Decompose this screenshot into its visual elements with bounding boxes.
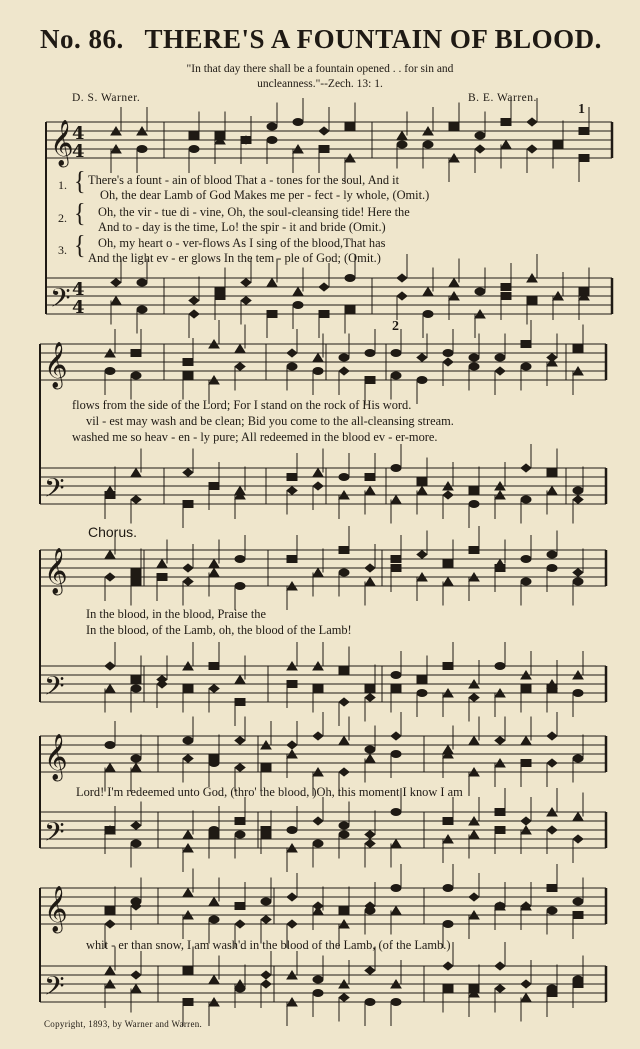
- shape-note-mi: [365, 967, 375, 975]
- shape-note-mi: [495, 985, 505, 993]
- shape-note-mi: [391, 732, 401, 740]
- shape-note-fa: [397, 132, 407, 140]
- shape-note-sol: [339, 822, 349, 829]
- shape-note-sol: [423, 311, 433, 318]
- shape-note-mi: [287, 349, 297, 357]
- shape-note-sol: [443, 921, 453, 928]
- shape-note-sol: [287, 363, 297, 370]
- bass-clef: 𝄢: [44, 970, 65, 1008]
- shape-note-sol: [423, 141, 433, 148]
- shape-note-la: [183, 372, 193, 379]
- shape-note-la: [105, 492, 115, 499]
- shape-note-la: [313, 685, 323, 692]
- shape-note-la: [521, 685, 531, 692]
- shape-note-sol: [267, 137, 277, 144]
- shape-note-sol: [521, 363, 531, 370]
- shape-note-la: [235, 903, 245, 910]
- shape-note-fa: [235, 676, 245, 684]
- shape-note-la: [417, 676, 427, 683]
- shape-note-sol: [365, 350, 375, 357]
- shape-note-mi: [313, 902, 323, 910]
- shape-note-fa: [131, 469, 141, 477]
- shape-note-la: [547, 469, 557, 476]
- shape-note-mi: [131, 496, 141, 504]
- shape-note-la: [469, 487, 479, 494]
- verse-number-3: 3.: [58, 243, 67, 257]
- shape-note-la: [105, 827, 115, 834]
- shape-note-sol: [573, 690, 583, 697]
- shape-note-mi: [443, 962, 453, 970]
- shape-note-sol: [235, 583, 245, 590]
- shape-note-la: [391, 565, 401, 572]
- shape-note-la: [449, 123, 459, 130]
- verse-number-2: 2.: [58, 211, 67, 225]
- shape-note-la: [267, 311, 277, 318]
- shape-note-mi: [261, 980, 271, 988]
- shape-note-fa: [313, 569, 323, 577]
- shape-note-sol: [391, 372, 401, 379]
- shape-note-mi: [319, 127, 329, 135]
- shape-note-mi: [189, 297, 199, 305]
- shape-note-sol: [137, 146, 147, 153]
- shape-note-fa: [105, 551, 115, 559]
- copyright-notice: Copyright, 1893, by Warner and Warren.: [44, 1019, 203, 1029]
- shape-note-la: [391, 685, 401, 692]
- chorus-lyric-2: Lord! I'm redeemed unto God, (thro' the blood, )Oh, this moment I know I am: [76, 785, 463, 799]
- shape-note-mi: [183, 578, 193, 586]
- shape-note-fa: [183, 831, 193, 839]
- shape-note-la: [345, 306, 355, 313]
- shape-note-fa: [547, 487, 557, 495]
- shape-note-mi: [319, 283, 329, 291]
- shape-note-fa: [365, 487, 375, 495]
- shape-note-sol: [131, 755, 141, 762]
- shape-note-sol: [417, 690, 427, 697]
- shape-note-sol: [313, 840, 323, 847]
- shape-note-mi: [521, 464, 531, 472]
- shape-note-sol: [469, 354, 479, 361]
- shape-note-fa: [391, 840, 401, 848]
- shape-note-sol: [391, 672, 401, 679]
- shape-note-fa: [235, 345, 245, 353]
- shape-note-sol: [313, 976, 323, 983]
- shape-note-sol: [469, 363, 479, 370]
- shape-note-mi: [241, 297, 251, 305]
- lyric-v1-line2: flows from the side of the Lord; For I stand on the rock of His word.: [72, 398, 412, 412]
- shape-note-fa: [469, 831, 479, 839]
- shape-note-fa: [423, 288, 433, 296]
- time-signature: 4: [72, 141, 85, 162]
- shape-note-mi: [313, 482, 323, 490]
- lyric-v2-line1b: And to - day is the time, Lo! the spir - it and bride (Omit.): [98, 220, 386, 234]
- shape-note-mi: [417, 551, 427, 559]
- shape-note-sol: [397, 141, 407, 148]
- shape-note-la: [105, 907, 115, 914]
- time-signature: 4: [72, 279, 85, 300]
- shape-note-la: [501, 284, 511, 291]
- shape-note-mi: [313, 732, 323, 740]
- shape-note-la: [131, 569, 141, 576]
- section-marker-1: 1: [578, 102, 585, 117]
- shape-note-mi: [209, 685, 219, 693]
- shape-note-fa: [521, 737, 531, 745]
- shape-note-mi: [417, 354, 427, 362]
- shape-note-mi: [339, 768, 349, 776]
- shape-note-mi: [443, 358, 453, 366]
- shape-note-la: [209, 483, 219, 490]
- shape-note-fa: [313, 469, 323, 477]
- shape-note-mi: [287, 487, 297, 495]
- shape-note-mi: [469, 893, 479, 901]
- shape-note-sol: [391, 809, 401, 816]
- lyric-v3-line2: washed me so heav - en - ly pure; All redeemed in the blood ev - er-more.: [72, 430, 438, 444]
- shape-note-fa: [105, 967, 115, 975]
- shape-note-sol: [131, 840, 141, 847]
- shape-note-mi: [105, 920, 115, 928]
- shape-note-fa: [365, 578, 375, 586]
- shape-note-la: [365, 685, 375, 692]
- shape-note-la: [287, 556, 297, 563]
- shape-note-mi: [131, 971, 141, 979]
- chorus-label: Chorus.: [88, 524, 138, 540]
- shape-note-sol: [339, 831, 349, 838]
- shape-note-fa: [313, 354, 323, 362]
- verse-number-1: 1.: [58, 178, 67, 192]
- shape-note-la: [365, 474, 375, 481]
- shape-note-sol: [293, 302, 303, 309]
- shape-note-fa: [501, 141, 511, 149]
- shape-note-mi: [183, 564, 193, 572]
- shape-note-mi: [475, 145, 485, 153]
- shape-note-fa: [267, 279, 277, 287]
- shape-note-mi: [111, 279, 121, 287]
- shape-note-la: [547, 990, 557, 997]
- shape-note-la: [339, 547, 349, 554]
- treble-clef: 𝄞: [44, 548, 68, 594]
- shape-note-la: [157, 574, 167, 581]
- shape-note-la: [287, 681, 297, 688]
- shape-note-mi: [183, 755, 193, 763]
- shape-note-sol: [287, 827, 297, 834]
- shape-note-mi: [261, 971, 271, 979]
- shape-note-mi: [235, 920, 245, 928]
- shape-note-fa: [293, 288, 303, 296]
- shape-note-la: [547, 685, 557, 692]
- shape-note-fa: [417, 487, 427, 495]
- shape-note-sol: [495, 903, 505, 910]
- shape-note-la: [183, 999, 193, 1006]
- epigraph-line-1: "In that day there shall be a fountain opened . . for sin and: [186, 63, 454, 75]
- shape-note-la: [241, 137, 251, 144]
- shape-note-la: [469, 547, 479, 554]
- shape-note-la: [235, 818, 245, 825]
- shape-note-fa: [521, 994, 531, 1002]
- shape-note-la: [443, 663, 453, 670]
- shape-note-mi: [287, 741, 297, 749]
- shape-note-sol: [495, 663, 505, 670]
- shape-note-mi: [397, 292, 407, 300]
- shape-note-la: [391, 556, 401, 563]
- shape-note-la: [495, 565, 505, 572]
- lyric-v2-line1: Oh, the vir - tue di - vine, Oh, the soul-cleansing tide! Here the: [98, 205, 410, 219]
- shape-note-mi: [189, 310, 199, 318]
- shape-note-sol: [443, 885, 453, 892]
- shape-note-sol: [339, 474, 349, 481]
- shape-note-sol: [475, 288, 485, 295]
- shape-note-sol: [391, 885, 401, 892]
- lyric-v1-line1b: Oh, the dear Lamb of God Makes me per - fect - ly whole, (Omit.): [100, 188, 430, 202]
- shape-note-fa: [365, 755, 375, 763]
- shape-note-sol: [189, 146, 199, 153]
- shape-note-mi: [573, 569, 583, 577]
- shape-note-sol: [365, 999, 375, 1006]
- shape-note-sol: [267, 123, 277, 130]
- shape-note-la: [443, 560, 453, 567]
- shape-note-sol: [547, 907, 557, 914]
- shape-note-fa: [105, 764, 115, 772]
- shape-note-sol: [521, 578, 531, 585]
- treble-clef: 𝄞: [44, 886, 68, 932]
- shape-note-la: [345, 123, 355, 130]
- shape-note-mi: [365, 831, 375, 839]
- shape-note-fa: [573, 813, 583, 821]
- shape-note-mi: [105, 662, 115, 670]
- chorus-lyric-3: whit - er than snow, I am wash'd in the blood of the Lamb, (of the Lamb.): [86, 938, 451, 952]
- shape-note-fa: [131, 985, 141, 993]
- shape-note-sol: [443, 350, 453, 357]
- lyric-v1-line1: There's a fount - ain of blood That a - tones for the soul, And it: [88, 173, 400, 187]
- shape-note-mi: [365, 840, 375, 848]
- shape-note-mi: [547, 826, 557, 834]
- shape-note-fa: [391, 907, 401, 915]
- shape-note-sol: [105, 742, 115, 749]
- shape-note-mi: [443, 491, 453, 499]
- shape-note-sol: [209, 916, 219, 923]
- shape-note-sol: [339, 569, 349, 576]
- bass-clef: 𝄢: [44, 472, 65, 510]
- shape-note-fa: [131, 764, 141, 772]
- composer-credit: B. E. Warren.: [468, 92, 537, 104]
- treble-clef: 𝄞: [44, 342, 68, 388]
- shape-note-mi: [235, 764, 245, 772]
- shape-note-mi: [287, 893, 297, 901]
- bass-clef: 𝄢: [44, 816, 65, 854]
- lyric-v3-line1b: And the light ev - er glows In the tem - ple of God; (Omit.): [88, 251, 381, 265]
- shape-note-fa: [105, 685, 115, 693]
- verse-brace-3: {: [74, 231, 86, 261]
- shape-note-la: [209, 663, 219, 670]
- shape-note-mi: [495, 737, 505, 745]
- shape-note-mi: [235, 737, 245, 745]
- verse-brace-2: {: [74, 199, 86, 229]
- shape-note-la: [521, 341, 531, 348]
- shape-note-mi: [527, 145, 537, 153]
- shape-note-sol: [345, 275, 355, 282]
- lyricist-credit: D. S. Warner.: [72, 92, 141, 104]
- shape-note-la: [235, 699, 245, 706]
- shape-note-sol: [573, 578, 583, 585]
- shape-note-la: [183, 501, 193, 508]
- bass-clef: 𝄢: [44, 670, 65, 708]
- shape-note-la: [501, 293, 511, 300]
- shape-note-sol: [391, 751, 401, 758]
- shape-note-mi: [287, 920, 297, 928]
- shape-note-fa: [183, 889, 193, 897]
- shape-note-sol: [469, 501, 479, 508]
- shape-note-la: [573, 981, 583, 988]
- shape-note-sol: [131, 372, 141, 379]
- treble-clef: 𝄞: [44, 734, 68, 780]
- shape-note-sol: [521, 496, 531, 503]
- shape-note-fa: [209, 976, 219, 984]
- shape-note-mi: [261, 916, 271, 924]
- shape-note-fa: [157, 560, 167, 568]
- shape-note-mi: [469, 694, 479, 702]
- shape-note-sol: [573, 898, 583, 905]
- shape-note-la: [417, 478, 427, 485]
- shape-note-mi: [573, 496, 583, 504]
- shape-note-sol: [417, 377, 427, 384]
- shape-note-mi: [495, 962, 505, 970]
- shape-note-mi: [365, 694, 375, 702]
- shape-note-fa: [443, 578, 453, 586]
- shape-note-fa: [391, 496, 401, 504]
- shape-note-la: [495, 809, 505, 816]
- shape-note-la: [339, 907, 349, 914]
- shape-note-sol: [521, 556, 531, 563]
- shape-note-fa: [209, 569, 219, 577]
- shape-note-la: [573, 912, 583, 919]
- shape-note-sol: [313, 990, 323, 997]
- shape-note-mi: [521, 817, 531, 825]
- shape-note-la: [215, 293, 225, 300]
- shape-note-la: [365, 377, 375, 384]
- shape-note-mi: [241, 279, 251, 287]
- shape-note-fa: [339, 737, 349, 745]
- lyric-v2-line2: vil - est may wash and be clean; Bid you come to the all-cleansing stream.: [86, 414, 454, 428]
- shape-note-la: [501, 119, 511, 126]
- shape-note-la: [573, 345, 583, 352]
- shape-note-sol: [391, 999, 401, 1006]
- treble-clef: 𝄞: [50, 120, 74, 166]
- shape-note-la: [183, 359, 193, 366]
- shape-note-sol: [261, 898, 271, 905]
- shape-note-sol: [137, 279, 147, 286]
- shape-note-la: [183, 685, 193, 692]
- shape-note-la: [443, 818, 453, 825]
- shape-note-sol: [365, 907, 375, 914]
- shape-note-fa: [209, 560, 219, 568]
- shape-note-sol: [365, 746, 375, 753]
- shape-note-sol: [235, 556, 245, 563]
- shape-note-mi: [547, 732, 557, 740]
- shape-note-mi: [573, 835, 583, 843]
- shape-note-fa: [449, 279, 459, 287]
- shape-note-mi: [183, 469, 193, 477]
- shape-note-mi: [547, 759, 557, 767]
- epigraph-line-2: uncleanness."--Zech. 13: 1.: [257, 78, 383, 90]
- shape-note-sol: [547, 565, 557, 572]
- shape-note-sol: [391, 350, 401, 357]
- hymn-title: THERE'S A FOUNTAIN OF BLOOD.: [144, 24, 602, 54]
- shape-note-mi: [397, 274, 407, 282]
- shape-note-mi: [527, 118, 537, 126]
- shape-note-sol: [137, 306, 147, 313]
- shape-note-sol: [573, 487, 583, 494]
- shape-note-sol: [313, 368, 323, 375]
- shape-note-mi: [365, 564, 375, 572]
- chorus-lyric-1-top: In the blood, in the blood, Praise the: [86, 607, 266, 621]
- shape-note-mi: [495, 367, 505, 375]
- shape-note-la: [547, 885, 557, 892]
- shape-note-la: [261, 764, 271, 771]
- shape-note-la: [579, 155, 589, 162]
- shape-note-la: [339, 667, 349, 674]
- time-signature: 4: [72, 297, 85, 318]
- shape-note-sol: [183, 737, 193, 744]
- shape-note-sol: [391, 465, 401, 472]
- shape-note-sol: [131, 685, 141, 692]
- shape-note-mi: [521, 980, 531, 988]
- shape-note-mi: [339, 698, 349, 706]
- shape-note-la: [131, 676, 141, 683]
- shape-note-la: [209, 831, 219, 838]
- shape-note-la: [131, 350, 141, 357]
- section-marker-2: 2: [392, 319, 399, 334]
- shape-note-sol: [105, 368, 115, 375]
- shape-note-la: [131, 578, 141, 585]
- shape-note-sol: [495, 354, 505, 361]
- shape-note-sol: [339, 354, 349, 361]
- bass-clef: 𝄢: [50, 282, 71, 320]
- shape-note-sol: [293, 119, 303, 126]
- hymn-number: No. 86.: [40, 24, 124, 54]
- shape-note-fa: [111, 297, 121, 305]
- shape-note-sol: [235, 831, 245, 838]
- shape-note-sol: [475, 132, 485, 139]
- shape-note-la: [287, 474, 297, 481]
- chorus-lyric-1-bottom: In the blood, of the Lamb, oh, the blood of the Lamb!: [86, 623, 352, 637]
- shape-note-sol: [547, 551, 557, 558]
- shape-note-mi: [339, 994, 349, 1002]
- shape-note-la: [261, 827, 271, 834]
- time-signature: 4: [72, 123, 85, 144]
- shape-note-mi: [339, 367, 349, 375]
- shape-note-la: [189, 132, 199, 139]
- shape-note-la: [443, 985, 453, 992]
- shape-note-la: [579, 128, 589, 135]
- shape-note-la: [553, 141, 563, 148]
- shape-note-la: [521, 760, 531, 767]
- shape-note-la: [527, 297, 537, 304]
- lyric-v3-line1: Oh, my heart o - ver-flows As I sing of the blood,That has: [98, 236, 386, 250]
- shape-note-la: [319, 146, 329, 153]
- verse-brace-1: {: [74, 167, 86, 197]
- shape-note-la: [319, 311, 329, 318]
- shape-note-mi: [131, 822, 141, 830]
- shape-note-mi: [235, 363, 245, 371]
- shape-note-la: [495, 827, 505, 834]
- shape-note-fa: [469, 737, 479, 745]
- shape-note-fa: [209, 898, 219, 906]
- shape-note-mi: [105, 573, 115, 581]
- shape-note-sol: [209, 760, 219, 767]
- shape-note-mi: [313, 817, 323, 825]
- shape-note-la: [183, 967, 193, 974]
